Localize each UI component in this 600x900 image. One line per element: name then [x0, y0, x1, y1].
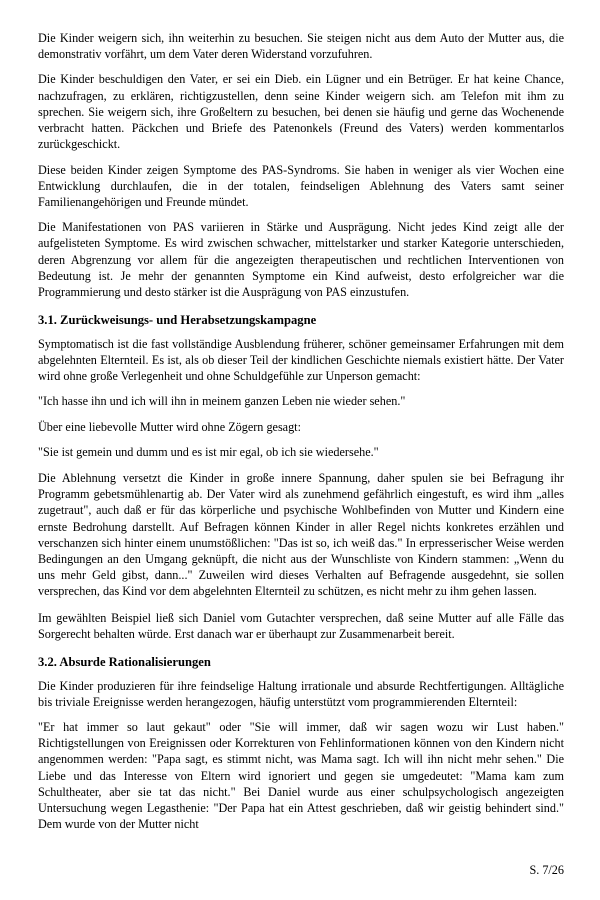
section-heading-3-2: 3.2. Absurde Rationalisierungen: [38, 655, 211, 670]
page-number: S. 7/26: [529, 863, 564, 877]
paragraph: Im gewählten Beispiel ließ sich Daniel vom Gutachter versprechen, daß seine Mutter auf alle Fälle das Sorgerecht behalten würde. Erst danach war er überhaupt zur Zusammenarbeit bereit.: [38, 610, 564, 641]
paragraph: "Er hat immer so laut gekaut" oder "Sie will immer, daß wir sagen wozu wir Lust haben." Richtigstellungen von Ereignissen oder Korrekturen von Fehlinformationen können von den Kindern nicht angenommen werden: "Papa sagt, es stimmt nicht, was Mama sagt. Ich will ihn nicht mehr sehen." Die Liebe und das Interesse von Eltern wird ignoriert und gegen sie umgedeutet: "Mama kam zum Schultheater, aber sie tat das nicht." Bei Daniel wurde aus einer schulpsychologisch angezeigten Untersuchung wegen Legasthenie: "Der Papa hat ein Attest geschrieben, daß wir geistig behindert sind." Dem wurde von der Mutter nicht: [38, 719, 564, 832]
quote-lead-in: Über eine liebevolle Mutter wird ohne Zögern gesagt:: [38, 419, 301, 434]
paragraph: Diese beiden Kinder zeigen Symptome des PAS-Syndroms. Sie haben in weniger als vier Wochen eine Entwicklung durchlaufen, die in der totalen, feindseligen Ablehnung des Vaters samt seiner Familienangehörigen und Freunde mündet.: [38, 162, 564, 209]
quote-block: "Ich hasse ihn und ich will ihn in meinem ganzen Leben nie wieder sehen.": [38, 394, 406, 409]
quote-block: "Sie ist gemein und dumm und es ist mir egal, ob ich sie wiedersehe.": [38, 444, 379, 459]
paragraph: Die Kinder beschuldigen den Vater, er sei ein Dieb. ein Lügner und ein Betrüger. Er hat keine Chance, nachzufragen, zu erklären, richtigzustellen, denn seine Kinder weigern sich. am Telefon mit ihm zu sprechen. Sie weigern sich, ihre Großeltern zu besuchen, bei denen sie häufig und gerne das Wochenende verbracht hatten. Päckchen und Briefe des Patenonkels (Freund des Vaters) werden kommentarlos zurückgeschickt.: [38, 72, 564, 152]
paragraph: Die Kinder weigern sich, ihn weiterhin zu besuchen. Sie steigen nicht aus dem Auto der Mutter aus, die demonstrativ vorfährt, um dem Vater deren Widerstand vorzufuhren.: [38, 31, 564, 62]
document-body: [38, 30, 564, 832]
paragraph: Die Manifestationen von PAS variieren in Stärke und Ausprägung. Nicht jedes Kind zeigt alle der aufgelisteten Symptome. Es wird zwischen schwacher, mittelstarker und starker Kategorie unterschieden, deren Abgrenzung vor allem für die angezeigten therapeutischen und rechtlichen Interventionen von Bedeutung ist. Je mehr der genannten Symptome ein Kind aufweist, desto erfolgreicher war die Programmierung und desto stärker ist die Ausprägung von PAS einzustufen.: [38, 220, 564, 300]
paragraph: Die Ablehnung versetzt die Kinder in große innere Spannung, daher spulen sie bei Befragung ihr Programm gebetsmühlenartig ab. Der Vater wird als zunehmend gefährlich eingestuft, es wird ihm „alles zugetraut", auch daß er für das körperliche und psychische Wohlbefinden von Mutter und Kindern eine ernste Bedrohung darstellt. Auf Befragen können Kinder in aller Regel nichts konkretes erzählen und verschanzen sich hinter einem unumstößlichen: "Das ist so, ich weiß das." In erpresserischer Weise werden Bedingungen an den Umgang geknüpft, die nicht aus der Wunschliste von Kindern stammen: „Wenn du uns mehr Geld gibst, dann..." Zuweilen wird dieses Verhalten auf Befragende ausgedehnt, sie sollen versprechen, das Kind vor dem abgelehnten Elternteil zu schützen, es nicht mehr zu ihm gehen lassen.: [38, 470, 564, 599]
paragraph: Symptomatisch ist die fast vollständige Ausblendung früherer, schöner gemeinsamer Erfahrungen mit dem abgelehnten Elternteil. Es ist, als ob dieser Teil der kindlichen Geschichte niemals existiert hätte. Der Vater wird ohne große Verlegenheit und ohne Schuldgefühle zur Unperson gemacht:: [38, 336, 564, 384]
section-heading-3-1: 3.1. Zurückweisungs- und Herabsetzungskampagne: [38, 313, 317, 328]
paragraph: Die Kinder produzieren für ihre feindselige Haltung irrationale und absurde Rechtfertigungen. Alltägliche bis triviale Ereignisse werden herangezogen, häufig unterstützt vom programmierenden Elternteil:: [38, 678, 564, 709]
